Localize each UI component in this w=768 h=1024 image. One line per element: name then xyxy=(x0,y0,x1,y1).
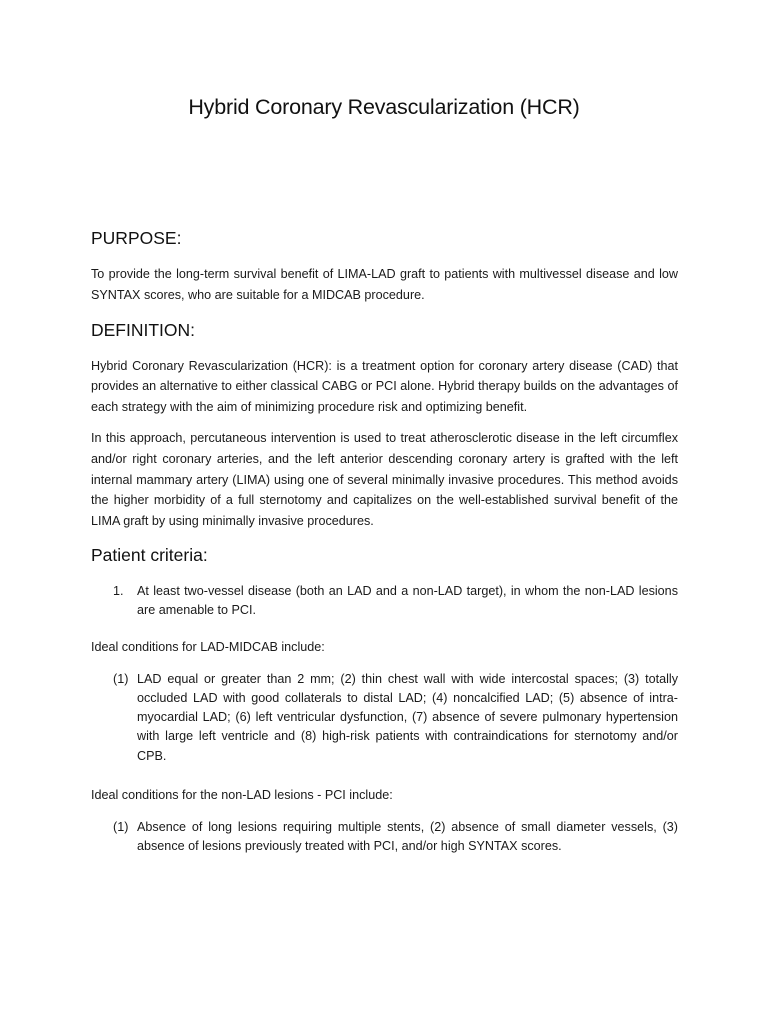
list-number: (1) xyxy=(113,819,129,834)
list-item-text: Absence of long lesions requiring multiple stents, (2) absence of small diameter vessels, (3) absence of lesions previously treated with PCI, and/or high SYNTAX scores. xyxy=(137,819,678,854)
lad-conditions-item xyxy=(113,670,678,766)
pci-conditions-intro: Ideal conditions for the non-LAD lesions - PCI include: xyxy=(91,787,393,802)
lad-conditions-intro: Ideal conditions for LAD-MIDCAB include: xyxy=(91,639,325,654)
list-item-text: At least two-vessel disease (both an LAD and a non-LAD target), in whom the non-LAD lesions are amenable to PCI. xyxy=(137,583,678,618)
patient-criteria-heading: Patient criteria: xyxy=(91,544,208,565)
purpose-text: To provide the long-term survival benefit of LIMA-LAD graft to patients with multivessel disease and low SYNTAX scores, who are suitable for a MIDCAB procedure. xyxy=(91,267,678,302)
purpose-heading: PURPOSE: xyxy=(91,228,182,248)
definition-heading: DEFINITION: xyxy=(91,319,196,340)
list-number: (1) xyxy=(113,671,129,686)
list-item-text: LAD equal or greater than 2 mm; (2) thin chest wall with wide intercostal spaces; (3) totally occluded LAD with good collaterals to distal LAD; (4) noncalcified LAD; (5) absence of intra-myocardial LAD; (6) left ventricular dysfunction, (7) absence of severe pulmonary hypertension with large left ventricle and (8) high-risk patients with contraindications for sternotomy and/or CPB. xyxy=(137,671,678,763)
document-body xyxy=(91,228,678,857)
definition-paragraph: Hybrid Coronary Revascularization (HCR): is a treatment option for coronary artery disease (CAD) that provides an alternative to either classical CABG or PCI alone. Hybrid therapy builds on the advantages of each strategy with the aim of minimizing procedure risk and optimizing benefit. xyxy=(91,358,678,415)
criteria-list-item xyxy=(113,582,678,621)
list-number: 1. xyxy=(113,583,124,598)
document-title: Hybrid Coronary Revascularization (HCR) xyxy=(188,95,580,119)
definition-paragraph: In this approach, percutaneous intervention is used to treat atherosclerotic disease in the left circumflex and/or right coronary arteries, and the left anterior descending coronary artery is grafted with the left internal mammary artery (LIMA) using one of several minimally invasive procedures. This method avoids the higher morbidity of a full sternotomy and capitalizes on the well-established survival benefit of the LIMA graft by using minimally invasive procedures. xyxy=(91,430,678,529)
pci-conditions-item xyxy=(113,818,678,857)
